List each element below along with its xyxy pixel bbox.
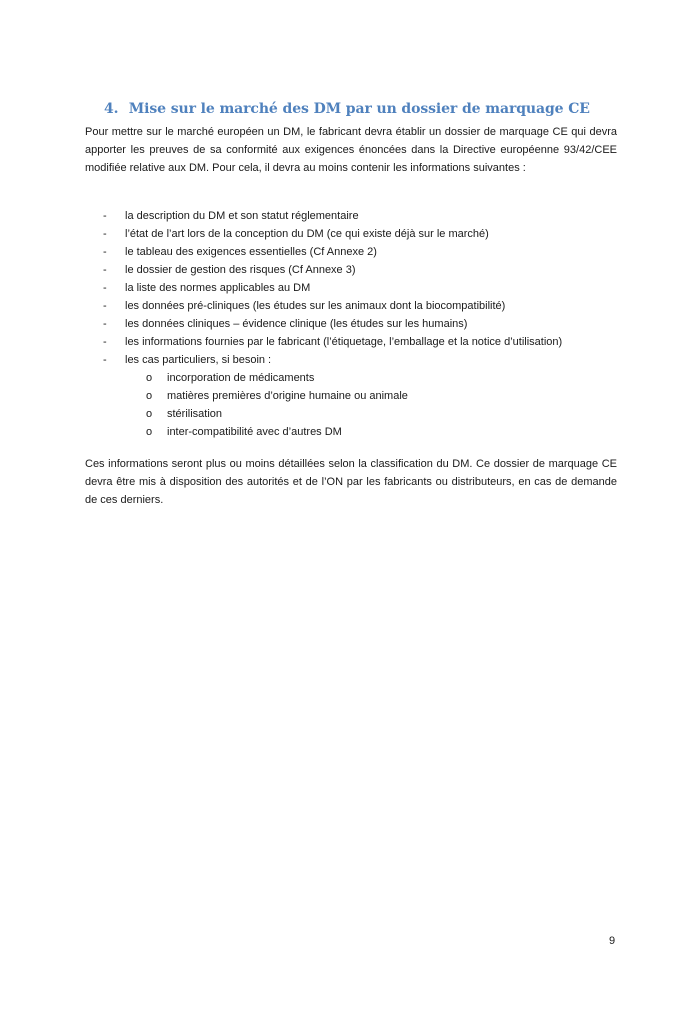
bullet-marker: -	[103, 264, 107, 276]
sub-list-item-text: matières premières d’origine humaine ou animale	[167, 390, 408, 402]
list-item	[85, 333, 625, 351]
list-item	[85, 225, 625, 243]
sub-list-item	[85, 387, 625, 405]
special-cases-sublist	[85, 369, 625, 441]
list-item-text: la description du DM et son statut réglementaire	[125, 210, 359, 222]
list-item-text: les cas particuliers, si besoin :	[125, 354, 272, 366]
bullet-marker: -	[103, 210, 107, 222]
list-item-text: les informations fournies par le fabricant (l’étiquetage, l’emballage et la notice d’utilisation)	[125, 336, 563, 348]
list-item-text: la liste des normes applicables au DM	[125, 282, 311, 294]
page-number: 9	[609, 935, 616, 947]
sub-list-item	[85, 405, 625, 423]
bullet-marker: -	[103, 354, 107, 366]
sub-bullet-marker: o	[146, 372, 153, 384]
section-title: Mise sur le marché des DM par un dossier de marquage CE	[128, 101, 590, 117]
list-item-text: le tableau des exigences essentielles (Cf Annexe 2)	[125, 246, 377, 258]
list-item	[85, 315, 625, 333]
list-item	[85, 261, 625, 279]
sub-bullet-marker: o	[146, 426, 153, 438]
sub-list-item	[85, 423, 625, 441]
list-item	[85, 351, 625, 441]
sub-bullet-marker: o	[146, 390, 153, 402]
sub-list-item-text: incorporation de médicaments	[167, 372, 315, 384]
bullet-marker: -	[103, 300, 107, 312]
section-number: 4.	[104, 101, 119, 117]
bullet-marker: -	[103, 246, 107, 258]
requirements-list	[85, 207, 625, 441]
list-item	[85, 279, 625, 297]
list-item	[85, 207, 625, 225]
bullet-marker: -	[103, 336, 107, 348]
bullet-marker: -	[103, 282, 107, 294]
intro-paragraph: Pour mettre sur le marché européen un DM, le fabricant devra établir un dossier de marquage CE qui devra apporter les preuves de sa conformité aux exigences énoncées dans la Directive européenne 93/42/CEE modifiée relative aux DM. Pour cela, il devra au moins contenir les informations suivantes :	[85, 126, 617, 174]
list-item	[85, 243, 625, 261]
bullet-marker: -	[103, 228, 107, 240]
sub-list-item-text: stérilisation	[167, 408, 223, 420]
list-item-text: les données pré-cliniques (les études sur les animaux dont la biocompatibilité)	[125, 300, 506, 312]
list-item-text: les données cliniques – évidence clinique (les études sur les humains)	[125, 318, 468, 330]
list-item	[85, 297, 625, 315]
list-item-text: le dossier de gestion des risques (Cf Annexe 3)	[125, 264, 356, 276]
sub-bullet-marker: o	[146, 408, 153, 420]
section-heading	[104, 101, 590, 117]
sub-list-item-text: inter-compatibilité avec d’autres DM	[167, 426, 342, 438]
list-item-text: l’état de l’art lors de la conception du DM (ce qui existe déjà sur le marché)	[125, 228, 489, 240]
closing-paragraph: Ces informations seront plus ou moins détaillées selon la classification du DM. Ce dossier de marquage CE devra être mis à disposition des autorités et de l’ON par les fabricants ou distributeurs, en cas de demande de ces derniers.	[85, 458, 617, 506]
sub-list-item	[85, 369, 625, 387]
bullet-marker: -	[103, 318, 107, 330]
